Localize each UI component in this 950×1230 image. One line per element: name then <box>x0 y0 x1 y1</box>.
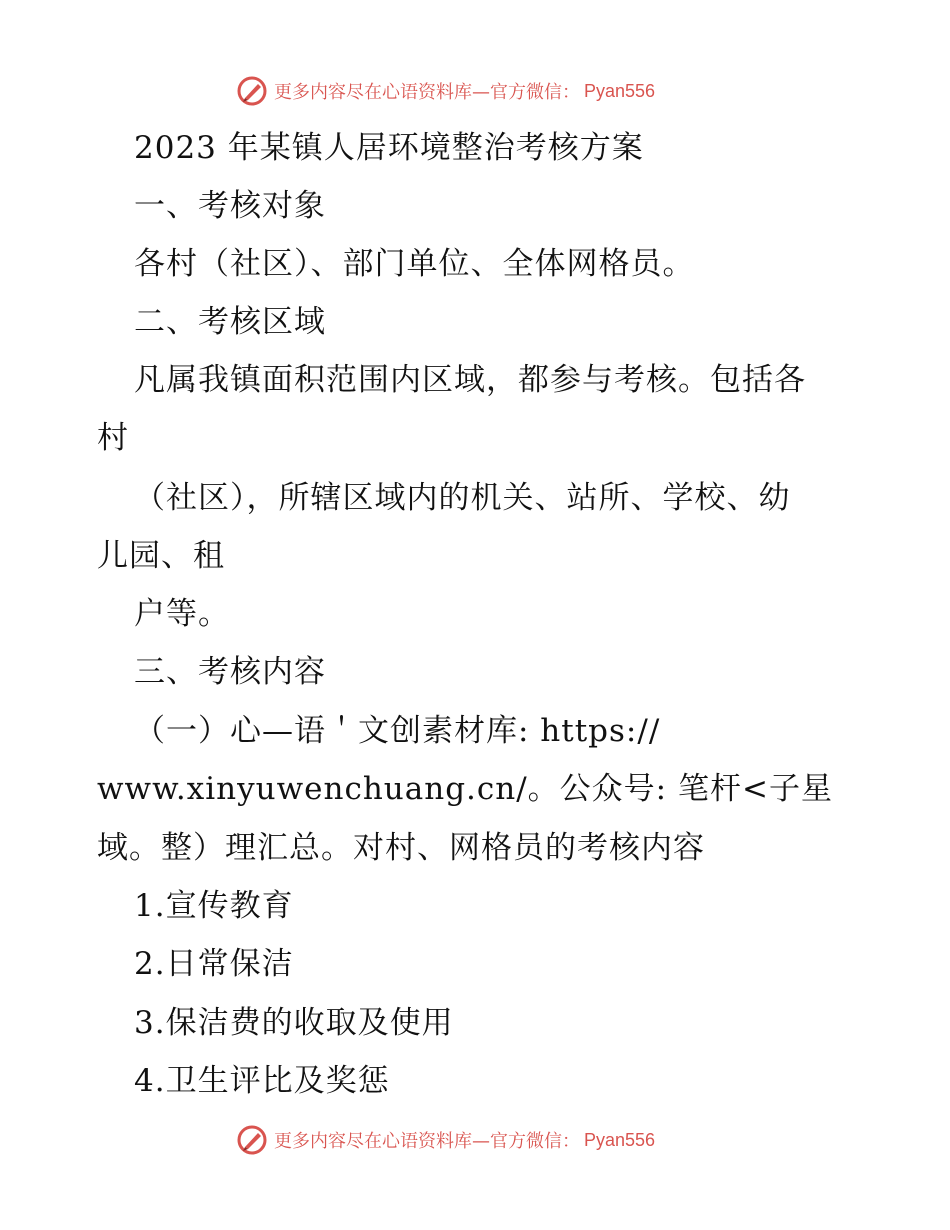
watermark-wechat-id: Pyan556 <box>584 1129 656 1150</box>
list-item: 4.卫生评比及奖惩 <box>134 1063 390 1099</box>
section-body-2-line-4: 儿园、租 <box>97 538 225 574</box>
document-title: 2023 年某镇人居环境整治考核方案 <box>134 130 644 166</box>
watermark-text: 更多内容尽在心语资料库—官方微信： <box>274 82 580 103</box>
pen-logo-icon <box>236 1124 268 1156</box>
section-body-2-line-3: （社区），所辖区域内的机关、站所、学校、幼 <box>134 480 791 516</box>
list-item: 2.日常保洁 <box>134 946 294 982</box>
watermark-header <box>236 74 655 108</box>
section-body-2-line-1: 凡属我镇面积范围内区域，都参与考核。包括各 <box>134 362 806 398</box>
section-heading-3: 三、考核内容 <box>134 654 326 690</box>
section-body-2-line-5: 户等。 <box>134 596 230 632</box>
pen-logo-icon <box>236 75 268 107</box>
section-heading-2: 二、考核区域 <box>134 304 326 340</box>
watermark-text: 更多内容尽在心语资料库—官方微信： <box>274 1131 580 1152</box>
section-body-1: 各村（社区）、部门单位、全体网格员。 <box>134 246 695 282</box>
list-item: 3.保洁费的收取及使用 <box>134 1005 454 1041</box>
list-item: 1.宣传教育 <box>134 888 294 924</box>
section-body-2-line-2: 村 <box>97 420 129 456</box>
watermark-wechat-id: Pyan556 <box>584 80 656 101</box>
subsection-line-2: www.xinyuwenchuang.cn/。公众号: 笔杆<子星 <box>97 771 833 807</box>
section-heading-1: 一、考核对象 <box>134 188 326 224</box>
subsection-line-1: （一）心—语＇文创素材库: https:// <box>134 713 661 749</box>
watermark-footer <box>236 1123 655 1157</box>
subsection-line-3: 域。整）理汇总。对村、网格员的考核内容 <box>97 830 705 866</box>
